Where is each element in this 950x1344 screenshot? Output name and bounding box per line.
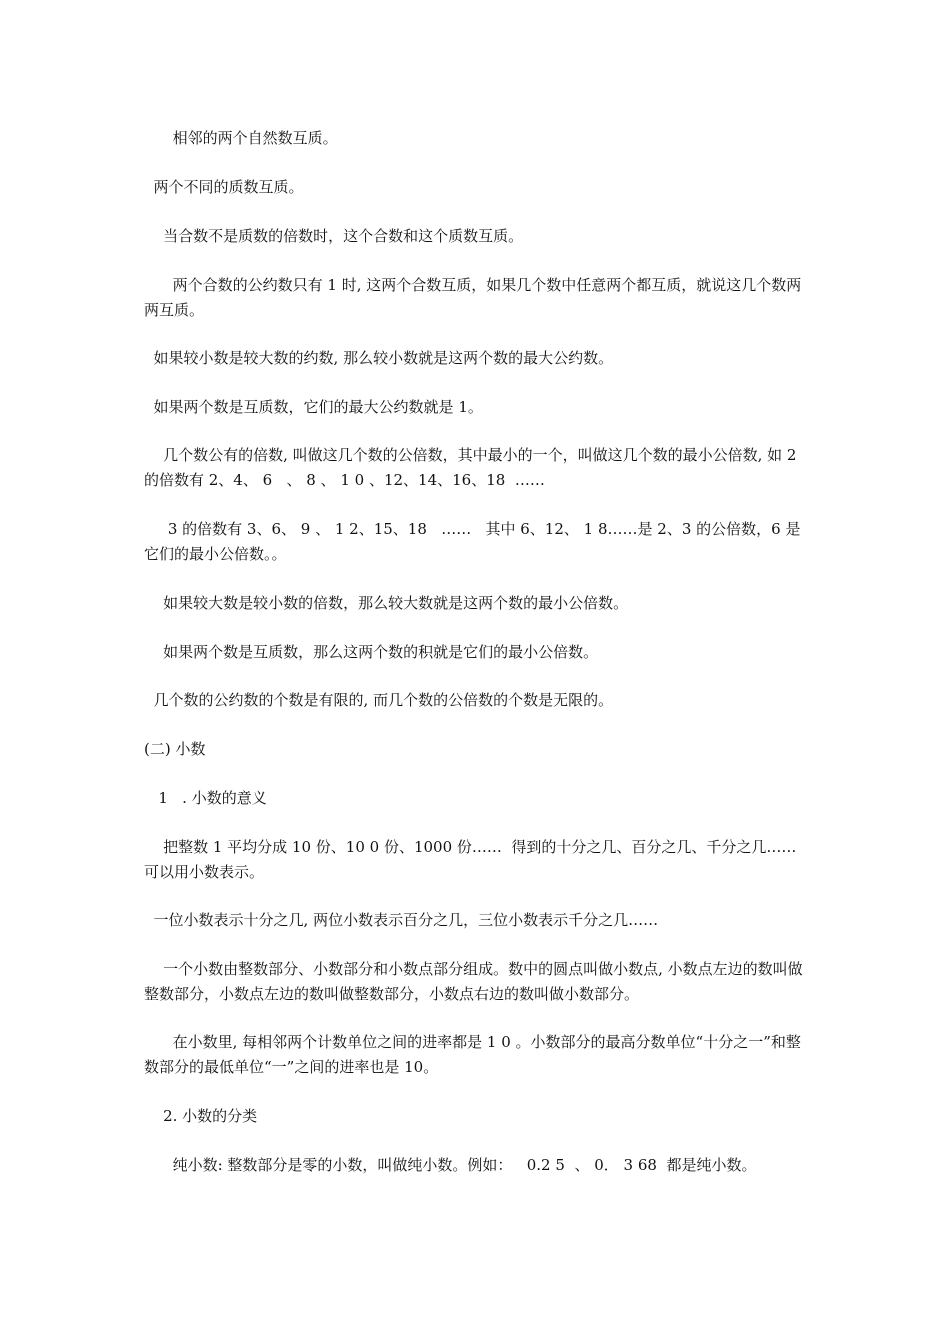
paragraph-lcm-coprime: 如果两个数是互质数，那么这两个数的积就是它们的最小公倍数。 bbox=[144, 643, 599, 661]
paragraph-finite-infinite: 几个数的公约数的个数是有限的, 而几个数的公倍数的个数是无限的。 bbox=[144, 691, 614, 709]
paragraph-pure-decimal: 纯小数: 整数部分是零的小数，叫做纯小数。例如： 0.2 5 、 0． 3 68 都是纯小数。 bbox=[144, 1156, 757, 1174]
paragraph-coprime-composites: 两个合数的公约数只有 1 时, 这两个合数互质，如果几个数中任意两个都互质，就说这几个数两两互质。 bbox=[144, 276, 802, 319]
paragraph-decimal-parts: 一个小数由整数部分、小数部分和小数点部分组成。数中的圆点叫做小数点, 小数点左边的数叫做整数部分，小数点左边的数叫做整数部分，小数点右边的数叫做小数部分。 bbox=[144, 960, 803, 1003]
paragraph-decimal-places: 一位小数表示十分之几, 两位小数表示百分之几，三位小数表示千分之几…… bbox=[144, 911, 659, 929]
paragraph-coprime-consecutive: 相邻的两个自然数互质。 bbox=[144, 129, 338, 147]
paragraph-decimal-definition: 把整数 1 平均分成 10 份、10 0 份、1000 份…… 得到的十分之几、百分之几、千分之几…… 可以用小数表示。 bbox=[144, 838, 806, 881]
paragraph-gcd-coprime: 如果两个数是互质数，它们的最大公约数就是 1。 bbox=[144, 398, 483, 416]
subheading-decimal-classification: 2. 小数的分类 bbox=[144, 1107, 258, 1125]
paragraph-common-multiple: 几个数公有的倍数, 叫做这几个数的公倍数，其中最小的一个，叫做这几个数的最小公倍数, 如 2 的倍数有 2、4、 6 、 8 、 1 0 、12、14、16、18 …… bbox=[144, 446, 802, 489]
paragraph-coprime-primes: 两个不同的质数互质。 bbox=[144, 178, 304, 196]
paragraph-coprime-composite-prime: 当合数不是质数的倍数时，这个合数和这个质数互质。 bbox=[144, 227, 524, 245]
paragraph-gcd-divisor: 如果较小数是较大数的约数, 那么较小数就是这两个数的最大公约数。 bbox=[144, 349, 614, 367]
subheading-decimal-meaning: 1 . 小数的意义 bbox=[144, 789, 267, 807]
section-heading-decimals: (二) 小数 bbox=[144, 740, 206, 758]
paragraph-decimal-rate: 在小数里, 每相邻两个计数单位之间的进率都是 1 0 。小数部分的最高分数单位“十分之一”和整数部分的最低单位“一”之间的进率也是 10。 bbox=[144, 1033, 801, 1076]
paragraph-multiples-of-three: 3 的倍数有 3、6、 9 、 1 2、15、18 …… 其中 6、12、 1 8……是 2、3 的公倍数，6 是它们的最小公倍数。。 bbox=[144, 520, 801, 563]
paragraph-lcm-multiple: 如果较大数是较小数的倍数，那么较大数就是这两个数的最小公倍数。 bbox=[144, 594, 629, 612]
